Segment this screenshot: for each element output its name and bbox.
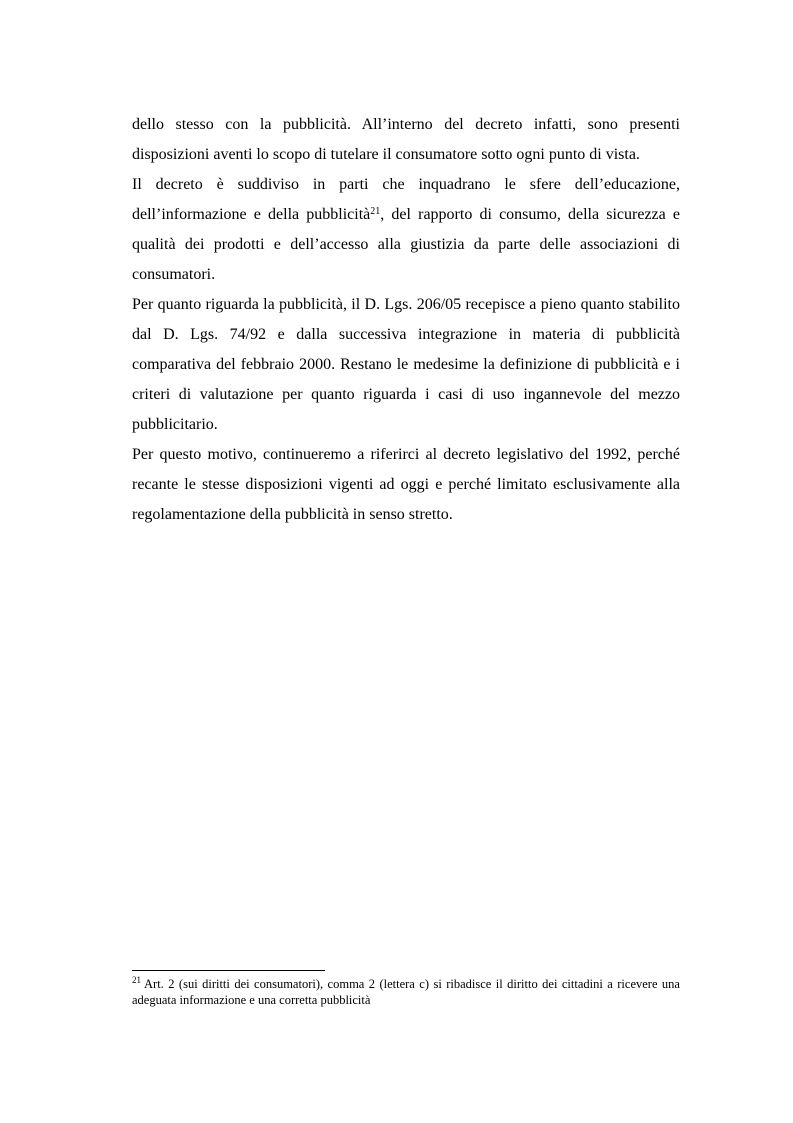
footnote (132, 976, 680, 1008)
paragraph-3: Per quanto riguarda la pubblicità, il D. Lgs. 206/05 recepisce a pieno quanto stabilito dal D. Lgs. 74/92 e dalla successiva integrazione in materia di pubblicità comparativa del febbraio 2000. Restano le medesime la definizione di pubblicità e i criteri di valutazione per quanto riguarda i casi di uso ingannevole del mezzo pubblicitario. (132, 296, 680, 433)
footnote-separator (132, 970, 325, 971)
footnote-number: 21 (132, 974, 141, 985)
paragraph-2-text-before: Il decreto è suddiviso in parti che inquadrano le sfere dell’educazione, dell’informazione e della pubblicità (132, 176, 680, 223)
paragraph-4: Per questo motivo, continueremo a riferirci al decreto legislativo del 1992, perché recante le stesse disposizioni vigenti ad oggi e perché limitato esclusivamente alla regolamentazione della pubblicità in senso stretto. (132, 446, 680, 523)
footnote-text: Art. 2 (sui diritti dei consumatori), comma 2 (lettera c) si ribadisce il diritto dei cittadini a ricevere una adeguata informazione e una corretta pubblicità (132, 977, 680, 1007)
body-text (132, 110, 680, 530)
footnote-reference[interactable]: 21 (370, 205, 381, 217)
paragraph-1: dello stesso con la pubblicità. All’interno del decreto infatti, sono presenti disposizioni aventi lo scopo di tutelare il consumatore sotto ogni punto di vista. (132, 116, 680, 163)
paragraph-2 (132, 170, 680, 290)
paragraph-2-text-after: , del rapporto di consumo, della sicurezza e qualità dei prodotti e dell’accesso alla giustizia da parte delle associazioni di consumatori. (132, 206, 681, 283)
